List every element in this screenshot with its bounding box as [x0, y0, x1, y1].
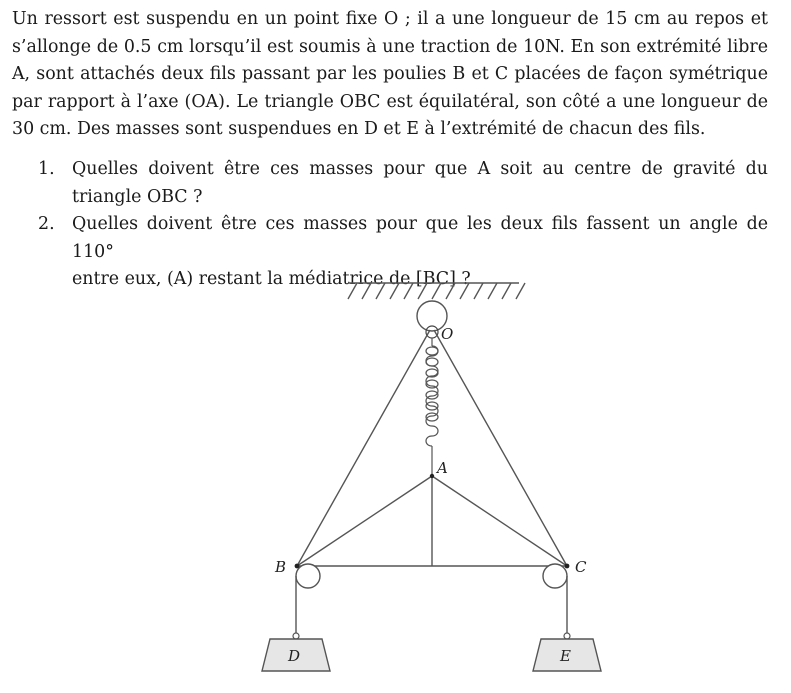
question-2-number: 2. — [38, 214, 55, 235]
side-oc — [434, 330, 567, 566]
spring-coil — [426, 338, 438, 476]
thread-ac — [432, 476, 567, 566]
label-o: O — [441, 325, 454, 343]
question-1-line-2: triangle OBC ? — [72, 186, 203, 207]
side-ob — [297, 330, 430, 566]
label-d: D — [288, 647, 301, 665]
label-e: E — [560, 647, 571, 665]
statement-line-5: 30 cm. Des masses sont suspendues en D et E à l’extrémité de chacun des fils. — [12, 119, 706, 140]
question-1-line-1: Quelles doivent être ces masses pour que A soit au centre de gravité du — [72, 159, 768, 179]
label-a: A — [437, 459, 448, 477]
question-1-number: 1. — [38, 159, 55, 179]
hook-d — [293, 633, 299, 639]
point-c — [565, 564, 570, 569]
label-b: B — [275, 558, 287, 576]
label-c: C — [575, 558, 587, 576]
statement-line-2: s’allonge de 0.5 cm lorsqu’il est soumis à une traction de 10N. En son extrémité libre — [12, 36, 768, 57]
question-2-line-1: Quelles doivent être ces masses pour que les deux fils fassent un angle de 110° — [72, 214, 768, 262]
question-2-line-2: entre eux, (A) restant la médiatrice de [BC] ? — [72, 269, 471, 290]
pulley-c — [543, 564, 567, 588]
pulley-b — [296, 564, 320, 588]
point-b — [295, 564, 300, 569]
thread-ab — [297, 476, 432, 566]
ceiling-support — [348, 283, 525, 299]
point-a — [430, 474, 434, 478]
statement-line-4: par rapport à l’axe (OA). Le triangle OBC est équilatéral, son côté a une longueur de — [12, 91, 768, 112]
statement-line-1: Un ressort est suspendu en un point fixe O ; il a une longueur de 15 cm au repos et — [12, 9, 768, 29]
hook-e — [564, 633, 570, 639]
statement-line-3: A, sont attachés deux fils passant par les poulies B et C placées de façon symétrique — [12, 64, 768, 85]
